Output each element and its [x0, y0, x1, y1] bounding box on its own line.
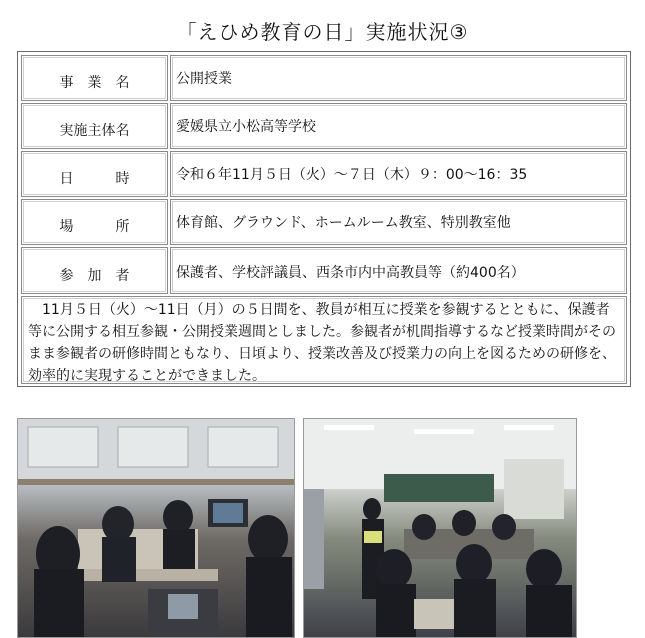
row-value-event: 公開授業 — [170, 55, 627, 101]
description-text: 11月５日（火）～11日（月）の５日間を、教員が相互に授業を参観するとともに、保護者等に公開する相互参観・公開授業週間としました。参観者が机間指導するなど授業時間がそのまま参観者の研修時間ともなり、日頃より、授業改善及び授業力の向上を図るための研修を、効率的に実現することができました。 — [21, 296, 627, 384]
page-title: 「えひめ教育の日」実施状況③ — [176, 20, 469, 44]
row-label-datetime: 日 時 — [21, 151, 168, 197]
info-table — [17, 51, 631, 387]
row-label-participants: 参 加 者 — [21, 247, 168, 294]
row-label-venue: 場 所 — [21, 199, 168, 245]
row-value-participants: 保護者、学校評議員、西条市内中高教員等（約400名） — [170, 247, 627, 294]
row-value-datetime: 令和６年11月５日（火）～７日（木）９：00～16：35 — [170, 151, 627, 197]
row-value-organizer: 愛媛県立小松高等学校 — [170, 103, 627, 149]
classroom-photo-2-image — [304, 419, 576, 637]
row-label-event: 事 業 名 — [21, 55, 168, 101]
classroom-photo-2 — [303, 418, 577, 638]
row-value-venue: 体育館、グラウンド、ホームルーム教室、特別教室他 — [170, 199, 627, 245]
classroom-photo-1 — [17, 418, 295, 638]
row-label-organizer: 実施主体名 — [21, 103, 168, 149]
classroom-photo-1-image — [18, 419, 294, 637]
